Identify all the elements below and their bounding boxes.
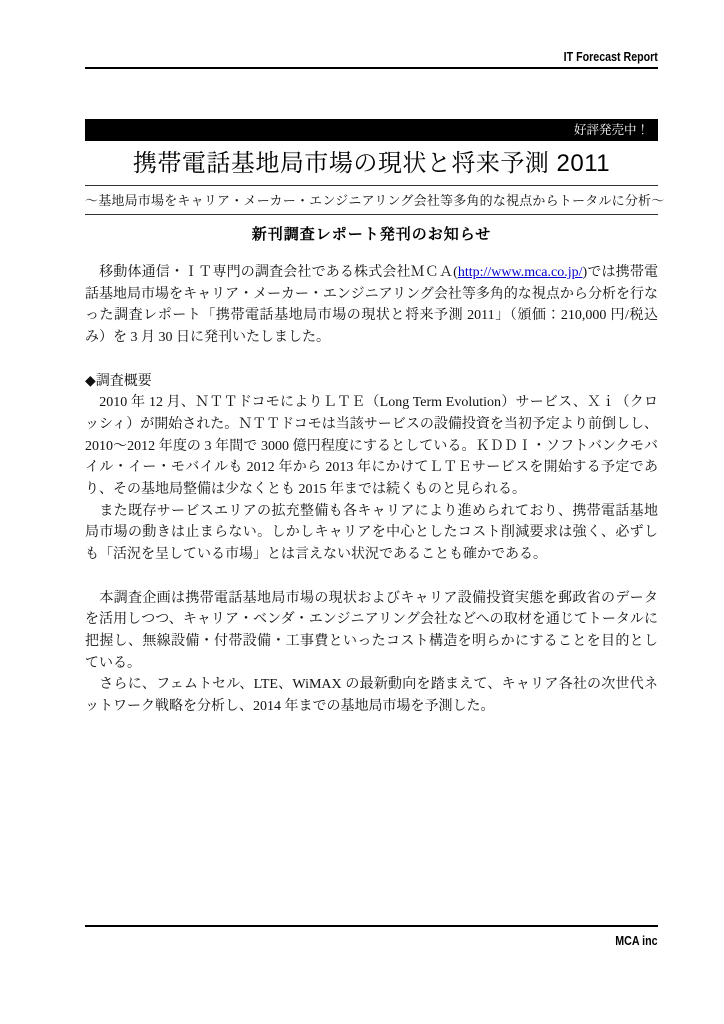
paragraph-survey-purpose: 本調査企画は携帯電話基地局市場の現状およびキャリア設備投資実態を郵政省のデータを活用しつつ、キャリア・ベンダ・エンジニアリング会社などへの取材を通じてトータルに把握し、無線設備・付帯設備・工事費といったコスト構造を明らかにすることを目的としている。 (85, 590, 658, 671)
paragraph-forecast: さらに、フェムトセル、LTE、WiMAX の最新動向を踏まえて、キャリア各社の次世代ネットワーク戦略を分析し、2014 年までの基地局市場を予測した。 (85, 677, 658, 715)
announcement-heading: 新刊調査レポート発刊のお知らせ (251, 226, 492, 243)
paragraph-market-state: また既存サービスエリアの拡充整備も各キャリアにより進められており、携帯電話基地局市場の動きは止まらない。しかしキャリアを中心としたコスト削減要求は強く、必ずしも「活況を呈している市場」とは言えない状況であることも確かである。 (85, 503, 658, 563)
body-text (85, 262, 658, 718)
header-rule (85, 67, 658, 69)
promo-banner-label: 好評発売中！ (573, 123, 649, 137)
report-subtitle: ～基地局市場をキャリア・メーカー・エンジニアリング会社等多角的な視点からトータルに分析～ (85, 193, 665, 208)
paragraph-lte-launch: 2010 年 12 月、ＮＴＴドコモによりＬＴＥ（Long Term Evolution）サービス、Ｘｉ（クロッシィ）が開始された。ＮＴＴドコモは当該サービスの設備投資を当初予定より前倒しし、2010～2012 年度の 3 年間で 3000 億円程度にするとしている。ＫＤＤＩ・ソフトバンクモバイル・イー・モバイルも 2012 年から 2013 年にかけてＬＴＥサービスを開始する予定であり、その基地局整備は少なくとも 2015 年までは続くものと見られる。 (85, 395, 658, 498)
section-label-survey-overview: ◆調査概要 (85, 373, 152, 389)
footer-rule (85, 925, 658, 927)
subtitle-box (85, 185, 665, 215)
promo-banner (85, 119, 658, 141)
paragraph-intro (85, 262, 658, 349)
paragraph-intro-post: )では携帯電話基地局市場をキャリア・メーカー・エンジニアリング会社等多角的な視点から分析を行なった調査レポート「携帯電話基地局市場の現状と将来予測 2011」（頒価：210,000 円/税込み）を 3 月 30 日に発刊いたしました。 (85, 265, 658, 346)
paragraph-intro-pre: 移動体通信・ＩＴ専門の調査会社である株式会社ＭＣＡ( (85, 265, 458, 280)
mca-website-link[interactable]: http://www.mca.co.jp/ (457, 265, 583, 280)
report-title: 携帯電話基地局市場の現状と将来予測 2011 (132, 150, 611, 177)
footer-brand: MCA inc (615, 933, 658, 948)
header-brand: IT Forecast Report (563, 49, 658, 64)
